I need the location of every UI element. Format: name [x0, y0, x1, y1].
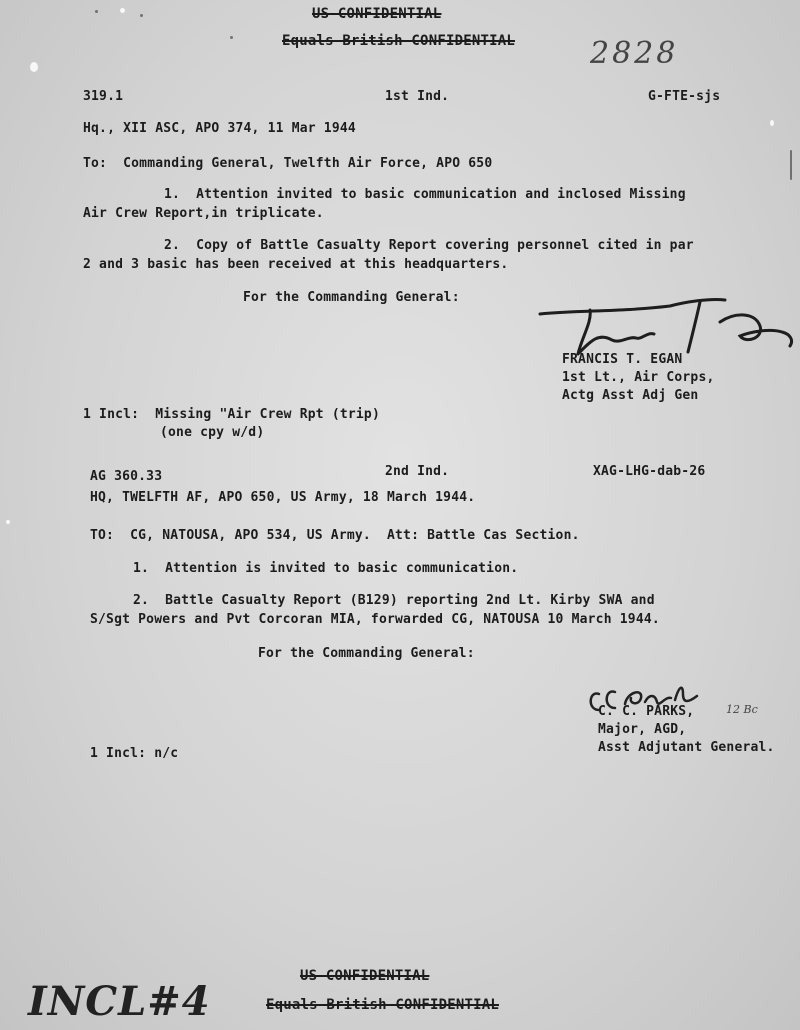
- second-ind-inclosure: 1 Incl: n/c: [90, 746, 179, 761]
- inclosure-mark-handwritten: INCL#4: [28, 978, 211, 1025]
- second-ind-from: HQ, TWELFTH AF, APO 650, US Army, 18 March 1944.: [90, 490, 476, 505]
- second-ind-para2-line2: S/Sgt Powers and Pvt Corcoran MIA, forwarded CG, NATOUSA 10 March 1944.: [90, 612, 660, 627]
- second-ind-title: 2nd Ind.: [385, 464, 450, 479]
- first-ind-para2-line1: 2. Copy of Battle Casualty Report covering personnel cited in par: [164, 238, 694, 253]
- second-ind-signature-note: 12 Bc: [726, 703, 758, 716]
- classification-top-british: Equals British CONFIDENTIAL: [282, 33, 515, 49]
- second-ind-para1: 1. Attention is invited to basic communication.: [133, 561, 519, 576]
- classification-bottom: US CONFIDENTIAL: [300, 968, 430, 984]
- first-ind-para2-line2: 2 and 3 basic has been received at this headquarters.: [83, 257, 509, 272]
- classification-top: US CONFIDENTIAL: [312, 6, 442, 22]
- classification-bottom-british: Equals British CONFIDENTIAL: [266, 997, 499, 1013]
- second-ind-for-line: For the Commanding General:: [258, 646, 475, 661]
- first-ind-signer-rank: 1st Lt., Air Corps,: [562, 370, 715, 385]
- first-ind-from: Hq., XII ASC, APO 374, 11 Mar 1944: [83, 121, 356, 136]
- second-ind-signer-name: C. C. PARKS,: [598, 704, 695, 719]
- second-ind-signer-title: Asst Adjutant General.: [598, 740, 775, 755]
- first-ind-code: G-FTE-sjs: [648, 89, 721, 104]
- second-ind-to: TO: CG, NATOUSA, APO 534, US Army. Att: Battle Cas Section.: [90, 528, 580, 543]
- first-ind-ref: 319.1: [83, 89, 124, 104]
- second-ind-ref: AG 360.33: [90, 469, 163, 484]
- first-ind-to: To: Commanding General, Twelfth Air Force, APO 650: [83, 156, 493, 171]
- first-ind-for-line: For the Commanding General:: [243, 290, 460, 305]
- first-ind-para1-line1: 1. Attention invited to basic communication and inclosed Missing: [164, 187, 686, 202]
- first-ind-para1-line2: Air Crew Report,in triplicate.: [83, 206, 324, 221]
- second-ind-signer-rank: Major, AGD,: [598, 722, 687, 737]
- first-ind-inclosure-line1: 1 Incl: Missing "Air Crew Rpt (trip): [83, 407, 380, 422]
- second-ind-code: XAG-LHG-dab-26: [593, 464, 706, 479]
- first-ind-signer-name: FRANCIS T. EGAN: [562, 352, 683, 367]
- second-ind-para2-line1: 2. Battle Casualty Report (B129) reporting 2nd Lt. Kirby SWA and: [133, 593, 655, 608]
- first-ind-title: 1st Ind.: [385, 89, 450, 104]
- first-ind-inclosure-line2: (one cpy w/d): [160, 425, 265, 440]
- file-number-handwritten: 2828: [590, 36, 679, 71]
- first-ind-signer-title: Actg Asst Adj Gen: [562, 388, 699, 403]
